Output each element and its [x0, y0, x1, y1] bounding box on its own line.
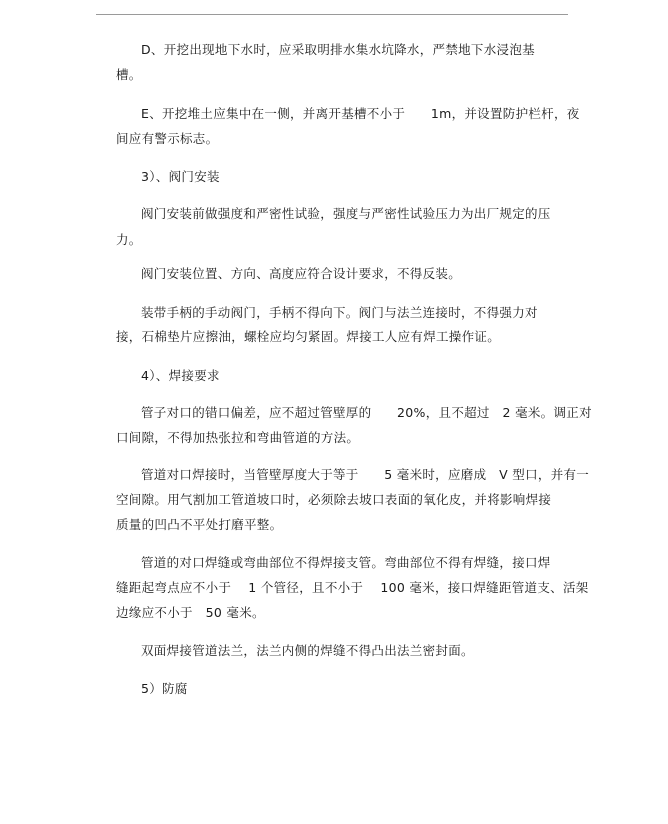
valve-para-3-line-1: 装带手柄的手动阀门，手柄不得向下。阀门与法兰连接时，不得强力对: [141, 305, 538, 320]
weld-para-4-line-1: 双面焊接管道法兰，法兰内侧的焊缝不得凸出法兰密封面。: [141, 643, 474, 658]
valve-para-1-line-2: 力。: [116, 232, 142, 247]
valve-para-2-line-1: 阀门安装位置、方向、高度应符合设计要求，不得反装。: [141, 266, 462, 281]
weld-para-2-line-3: 质量的凹凸不平处打磨平整。: [116, 517, 283, 532]
weld-para-3-line-3: 边缘应不小于 50 毫米。: [116, 605, 265, 620]
para-d-line-1: D、开挖出现地下水时，应采取明排水集水坑降水，严禁地下水浸泡基: [141, 42, 535, 57]
weld-para-3-line-2: 缝距起弯点应不小于 1 个管径，且不小于 100 毫米，接口焊缝距管道支、活架: [116, 580, 589, 595]
para-e-line-2: 间应有警示标志。: [116, 131, 219, 146]
valve-para-1-line-1: 阀门安装前做强度和严密性试验，强度与严密性试验压力为出厂规定的压: [141, 206, 551, 221]
weld-para-1-line-1: 管子对口的错口偏差，应不超过管壁厚的 20%，且不超过 2 毫米。调正对: [141, 405, 592, 420]
valve-para-3-line-2: 接，石棉垫片应擦油，螺栓应均匀紧固。焊接工人应有焊工操作证。: [116, 329, 501, 344]
header-rule: [96, 14, 568, 15]
section-heading-welding: 4）、焊接要求: [141, 368, 220, 383]
section-heading-anticorrosion: 5）防腐: [141, 681, 188, 696]
weld-para-1-line-2: 口间隙，不得加热张拉和弯曲管道的方法。: [116, 430, 360, 445]
weld-para-2-line-1: 管道对口焊接时，当管壁厚度大于等于 5 毫米时，应磨成 V 型口，并有一: [141, 467, 590, 482]
weld-para-2-line-2: 空间隙。用气割加工管道坡口时，必须除去坡口表面的氧化皮，并将影响焊接: [116, 492, 552, 507]
section-heading-valve: 3）、阀门安装: [141, 169, 220, 184]
weld-para-3-line-1: 管道的对口焊缝或弯曲部位不得焊接支管。弯曲部位不得有焊缝，接口焊: [141, 555, 551, 570]
para-e-line-1: E、开挖堆土应集中在一侧，并离开基槽不小于 1m，并设置防护栏杆，夜: [141, 106, 580, 121]
para-d-line-2: 槽。: [116, 67, 142, 82]
